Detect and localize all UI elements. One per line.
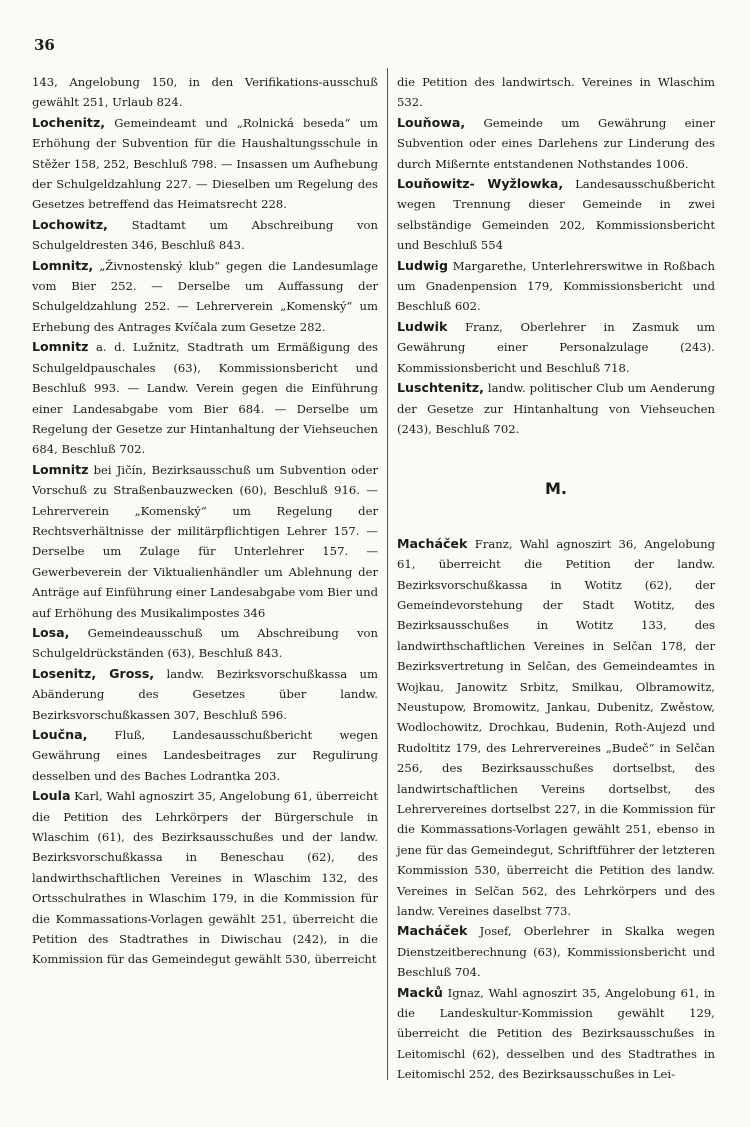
- index-entry: Louňowa, Gemeinde um Gewährung einer Subvention oder eines Darlehens zur Linderung des durch Mißernte entstandenen Nothstandes 1006.: [397, 114, 716, 171]
- index-entry: 143, Angelobung 150, in den Verifikations-ausschuß gewählt 251, Urlaub 824.: [32, 75, 378, 110]
- index-entry: Ludwig Margarethe, Unterlehrerswitwe in Roßbach um Gnadenpension 179, Kommissionsbericht und Beschluß 602.: [397, 257, 715, 314]
- index-entry: Ludwik Franz, Oberlehrer in Zasmuk um Gewährung einer Personalzulage (243). Kommissionsbericht und Beschluß 718.: [397, 318, 715, 375]
- index-entry: Macháček Josef, Oberlehrer in Skalka wegen Dienstzeitberechnung (63), Kommissionsbericht und Beschluß 704.: [397, 923, 716, 980]
- index-entry: die Petition des landwirtsch. Vereines in Wlaschim 532.: [397, 75, 715, 110]
- page-number: 36: [34, 36, 55, 54]
- right-column: [397, 72, 715, 1085]
- index-entry: Losenitz, Gross, landw. Bezirksvorschußkassa um Abänderung des Gesetzes über landw. Bezirksvorschußkassen 307, Beschluß 596.: [32, 665, 379, 722]
- left-column: [32, 72, 378, 970]
- index-entry: Lomnitz a. d. Lužnitz, Stadtrath um Ermäßigung des Schulgeldpauschales (63), Kommissionsbericht und Beschluß 993. — Landw. Verein gegen die Einführung einer Landesabgabe vom Bier 684. — Derselbe um Regelung der Gesetze zur Hintanhaltung der Viehseuchen 684, Beschluß 702.: [32, 339, 379, 457]
- column-divider: [387, 68, 388, 1080]
- index-entry: Lochowitz, Stadtamt um Abschreibung von Schulgeldresten 346, Beschluß 843.: [32, 216, 378, 253]
- index-entry: Lochenitz, Gemeindeamt und „Rolnická beseda“ um Erhöhung der Subvention für die Haushaltungsschule in Stěžer 158, 252, Beschluß 798. — Insassen um Aufhebung der Schulgeldzahlung 227. — Dieselben um Regelung des Gesetzes betreffend das Heimatsrecht 228.: [32, 114, 378, 212]
- index-entry: Losa, Gemeindeausschuß um Abschreibung von Schulgeldrückständen (63), Beschluß 843.: [32, 624, 378, 661]
- index-entry: Macháček Franz, Wahl agnoszirt 36, Angelobung 61, überreicht die Petition der landw. Bezirksvorschußkassa in Wotitz (62), der Gemeindevorstehung der Stadt Wotitz, des Bezirksausschußes in Wotitz 133, des landwirthschaftlichen Vereines in Selčan 178, der Bezirksvertretung in Selčan, des Gemeindeamtes in Wojkau, Janowitz Srbitz, Smilkau, Olbramowitz, Neustupow, Bromowitz, Jankau, Dubenitz, Zwěstow, Wodlochowitz, Drochkau, Budenin, Roth-Aujezd und Rudoltitz 179, des Lehrervereines „Budeč“ in Selčan 256, des Bezirksausschußes dortselbst, des landwirtschaftlichen Vereins dortselbst, des Lehrervereines dortselbst 227, in die Kommission für die Kommassations-Vorlagen gewählt 251, ebenso in jene für das Gemeindegut, Schriftführer der letzteren Kommission 530, überreicht die Petition des landw. Vereines in Selčan 562, des Lehrkörpers und des landw. Vereines daselbst 773.: [397, 535, 715, 919]
- index-entry: Louňowitz- Wyžlowka, Landesausschußbericht wegen Trennung dieser Gemeinde in zwei selbständige Gemeinden 202, Kommissionsbericht und Beschluß 554: [397, 176, 715, 253]
- index-entry: Lomnitz, „Živnostenský klub“ gegen die Landesumlage vom Bier 252. — Derselbe um Auffassung der Schulgeldzahlung 252. — Lehrerverein „Komenský“ um Erhebung des Antrages Kvíčala zum Gesetze 282.: [32, 257, 378, 334]
- index-entry: Loula Karl, Wahl agnoszirt 35, Angelobung 61, überreicht die Petition des Lehrkörpers der Bürgerschule in Wlaschim (61), des Bezirksausschußes und der landw. Bezirksvorschußkassa in Beneschau (62), des landwirthschaftlichen Vereines in Wlaschim 132, des Ortsschulrathes in Wlaschim 179, in die Kommission für die Kommassations-Vorlagen gewählt 251, überreicht die Petition des Stadtrathes in Diwischau (242), in die Kommission für das Gemeindegut gewählt 530, überreicht: [32, 788, 379, 967]
- index-entry: Lomnitz bei Jičín, Bezirksausschuß um Subvention oder Vorschuß zu Straßenbauzwecken (60), Beschluß 916. — Lehrerverein „Komenský“ um Regelung der Rechtsverhältnisse der militärpflichtigen Lehrer 157. — Derselbe um Zulage für Unterlehrer 157. — Gewerbeverein der Viktualienhändler um Ablehnung der Anträge auf Einführung einer Landesabgabe vom Bier und auf Erhöhung des Musikalimpostes 346: [32, 461, 378, 620]
- index-entry: Macků Ignaz, Wahl agnoszirt 35, Angelobung 61, in die Landeskultur-Kommission gewählt 129, überreicht die Petition des Bezirksausschußes in Leitomischl (62), desselben und des Stadtrathes in Leitomischl 252, des Bezirksausschußes in Lei-: [397, 984, 716, 1082]
- index-entry: Luschtenitz, landw. politischer Club um Aenderung der Gesetze zur Hintanhaltung von Viehseuchen (243), Beschluß 702.: [397, 380, 715, 436]
- section-letter: M.: [545, 479, 567, 499]
- index-entry: Loučna, Fluß, Landesausschußbericht wegen Gewährung eines Landesbeitrages zur Regulirung desselben und des Baches Lodrantka 203.: [32, 727, 379, 783]
